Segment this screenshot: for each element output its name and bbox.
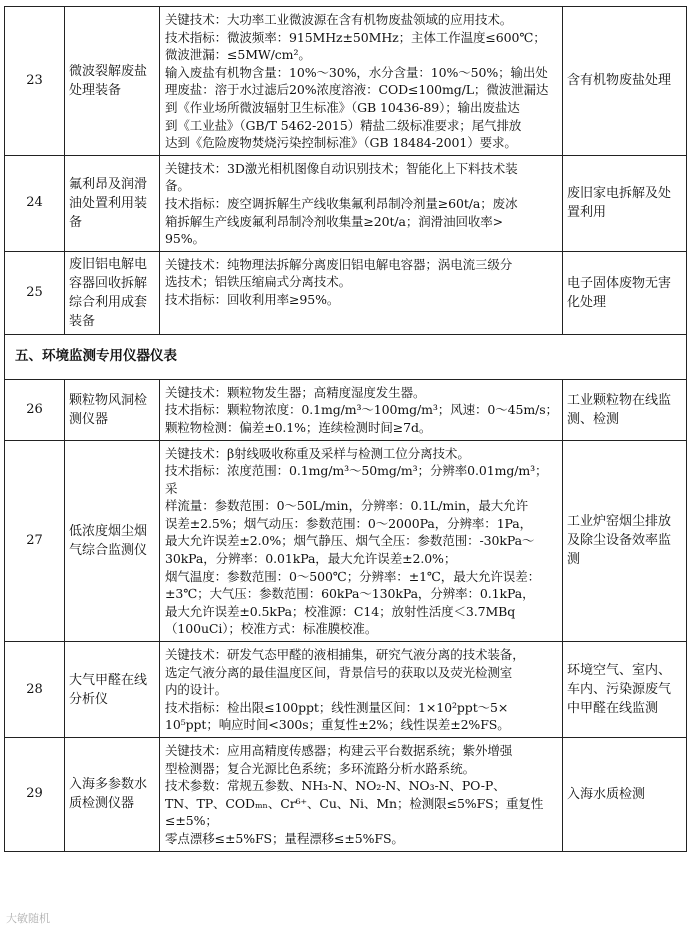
spec-line: ±3℃；大气压：参数范围：60kPa～130kPa，分辨率：0.1kPa，: [165, 586, 535, 602]
technical-specs: [160, 379, 563, 440]
spec-line: 备。: [165, 178, 190, 194]
watermark: 大敏随机: [6, 912, 50, 925]
application-field: 工业颗粒物在线监测、检测: [563, 379, 687, 440]
spec-line: 烟气温度：参数范围：0～500℃；分辨率：±1℃，最大允许误差：: [165, 568, 541, 584]
table-row: [5, 642, 687, 738]
spec-line: 样流量：参数范围：0～50L/min，分辨率：0.1L/min，最大允许: [165, 498, 528, 514]
application-field: 入海水质检测: [563, 738, 687, 852]
row-number: 28: [5, 642, 65, 738]
spec-line: 技术指标：颗粒物浓度：0.1mg/m³～100mg/m³；风速：0～45m/s；: [165, 402, 558, 418]
spec-line: 颗粒物检测：偏差±0.1%；连续检测时间≥7d。: [165, 419, 432, 435]
spec-line: 微波泄漏：≤5MW/cm²。: [165, 47, 311, 63]
table-row: [5, 7, 687, 156]
equipment-name: 微波裂解废盐处理装备: [65, 7, 160, 156]
section-row: [5, 334, 687, 379]
spec-line: 关键技术：3D激光相机图像自动识别技术；智能化上下料技术装: [165, 160, 518, 176]
spec-line: 选技术；铝铁压缩扁式分离技术。: [165, 274, 352, 290]
table-row: [5, 738, 687, 852]
row-number: 23: [5, 7, 65, 156]
equipment-name: 废旧铝电解电容器回收拆解综合利用成套装备: [65, 251, 160, 334]
technical-specs: [160, 155, 563, 251]
row-number: 25: [5, 251, 65, 334]
spec-line: 达到《危险废物焚烧污染控制标准》（GB 18484-2001）要求。: [165, 135, 517, 151]
row-number: 27: [5, 440, 65, 642]
spec-line: 理废盐：溶于水过滤后20%浓度溶液：COD≤100mg/L；微波泄漏达: [165, 82, 549, 98]
spec-line: 到《工业盐》（GB/T 5462-2015）精盐二级标准要求；尾气排放: [165, 117, 522, 133]
application-field: 环境空气、室内、车内、污染源废气中甲醛在线监测: [563, 642, 687, 738]
spec-line: 技术指标：微波频率：915MHz±50MHz；主体工作温度≤600℃；: [165, 29, 546, 45]
application-field: 含有机物废盐处理: [563, 7, 687, 156]
spec-line: （100uCi）；校准方式：标准膜校准。: [165, 621, 378, 637]
section-heading: 五、环境监测专用仪器仪表: [5, 334, 687, 379]
equipment-name: 入海多参数水质检测仪器: [65, 738, 160, 852]
technical-specs: [160, 440, 563, 642]
spec-line: 关键技术：颗粒物发生器；高精度湿度发生器。: [165, 384, 426, 400]
spec-line: 关键技术：β射线吸收称重及采样与检测工位分离技术。: [165, 445, 470, 461]
table-row: [5, 440, 687, 642]
spec-line: 选定气液分离的最佳温度区间，背景信号的获取以及荧光检测室: [165, 664, 513, 680]
equipment-name: 氟利昂及润滑油处置利用装备: [65, 155, 160, 251]
spec-line: 技术参数：常规五参数、NH₃-N、NO₂-N、NO₃-N、PO-P、: [165, 778, 506, 794]
table-row: [5, 379, 687, 440]
technical-specs: [160, 642, 563, 738]
spec-line: 零点漂移≤±5%FS；量程漂移≤±5%FS。: [165, 830, 404, 846]
spec-line: 95%。: [165, 231, 205, 247]
table-body-a: [5, 7, 687, 335]
spec-line: 技术指标：浓度范围：0.1mg/m³～50mg/m³；分辨率0.01mg/m³；采: [165, 463, 548, 496]
spec-line: 最大允许误差±0.5kPa；校准源：C14；放射性活度＜3.7MBq: [165, 603, 516, 619]
equipment-table: [4, 6, 687, 852]
spec-line: 技术指标：废空调拆解生产线收集氟利昂制冷剂量≥60t/a；废冰: [165, 195, 518, 211]
spec-line: TN、TP、CODₘₙ、Cr⁶⁺、Cu、Ni、Mn；检测限≤5%FS；重复性≤±5%；: [165, 795, 544, 829]
technical-specs: [160, 7, 563, 156]
spec-line: 最大允许误差±2.0%；烟气静压、烟气全压：参数范围：-30kPa～: [165, 533, 535, 549]
table-body-b: [5, 379, 687, 851]
technical-specs: [160, 738, 563, 852]
application-field: 电子固体废物无害化处理: [563, 251, 687, 334]
row-number: 24: [5, 155, 65, 251]
spec-line: 关键技术：纯物理法拆解分离废旧铝电解电容器；涡电流三级分: [165, 256, 513, 272]
application-field: 废旧家电拆解及处置利用: [563, 155, 687, 251]
spec-line: 10⁵ppt；响应时间<300s；重复性±2%；线性误差±2%FS。: [165, 717, 510, 733]
equipment-name: 低浓度烟尘烟气综合监测仪: [65, 440, 160, 642]
spec-line: 箱拆解生产线废氟利昂制冷剂收集量≥20t/a；润滑油回收率>: [165, 213, 504, 229]
spec-line: 关键技术：大功率工业微波源在含有机物废盐领域的应用技术。: [165, 12, 513, 27]
spec-line: 关键技术：应用高精度传感器；构建云平台数据系统；紫外增强: [165, 743, 513, 758]
spec-line: 技术指标：回收利用率≥95%。: [165, 291, 340, 307]
table-row: [5, 251, 687, 334]
table-section: [5, 334, 687, 379]
spec-line: 输入废盐有机物含量：10%～30%，水分含量：10%～50%；输出处: [165, 64, 548, 80]
table-row: [5, 155, 687, 251]
spec-line: 误差±2.5%；烟气动压：参数范围：0～2000Pa，分辨率：1Pa，: [165, 515, 533, 531]
equipment-name: 大气甲醛在线分析仪: [65, 642, 160, 738]
spec-line: 30kPa，分辨率：0.01kPa，最大允许误差±2.0%；: [165, 551, 457, 567]
spec-line: 关键技术：研发气态甲醛的液相捕集，研究气液分离的技术装备，: [165, 647, 525, 663]
technical-specs: [160, 251, 563, 334]
application-field: 工业炉窑烟尘排放及除尘设备效率监测: [563, 440, 687, 642]
spec-line: 技术指标：检出限≤100ppt；线性测量区间：1×10²ppt～5×: [165, 699, 509, 715]
spec-line: 内的设计。: [165, 682, 228, 698]
spec-line: 到《作业场所微波辐射卫生标准》（GB 10436-89）；输出废盐达: [165, 99, 520, 115]
row-number: 26: [5, 379, 65, 440]
row-number: 29: [5, 738, 65, 852]
equipment-name: 颗粒物风洞检测仪器: [65, 379, 160, 440]
spec-line: 型检测器；复合光源比色系统；多环流路分析水路系统。: [165, 760, 476, 776]
